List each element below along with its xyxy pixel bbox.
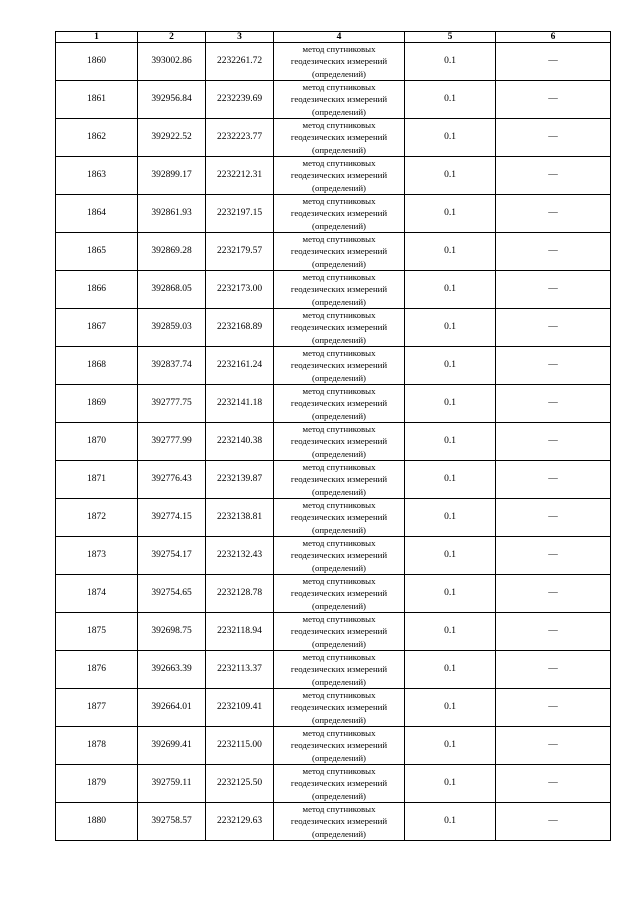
table-row <box>56 43 611 81</box>
y-coordinate-cell: 2232132.43 <box>206 537 274 575</box>
note-cell <box>496 233 611 271</box>
table-row <box>56 765 611 803</box>
note-cell <box>496 423 611 461</box>
precision-cell: 0.1 <box>405 43 496 81</box>
method-line: геодезических измерений <box>290 550 388 561</box>
header-row <box>56 32 611 43</box>
method-cell <box>274 461 405 499</box>
note-cell <box>496 613 611 651</box>
method-cell <box>274 81 405 119</box>
precision-cell: 0.1 <box>405 233 496 271</box>
method-line: геодезических измерений <box>290 626 388 637</box>
table-row <box>56 81 611 119</box>
note-cell <box>496 157 611 195</box>
x-coordinate-cell: 392922.52 <box>138 119 206 157</box>
x-coordinate-cell: 392664.01 <box>138 689 206 727</box>
dash-mark: — <box>548 474 558 485</box>
method-line: метод спутниковых <box>302 804 376 815</box>
method-line: геодезических измерений <box>290 94 388 105</box>
y-coordinate-cell: 2232197.15 <box>206 195 274 233</box>
method-line: метод спутниковых <box>302 614 376 625</box>
point-number-cell: 1870 <box>56 423 138 461</box>
point-number-cell: 1875 <box>56 613 138 651</box>
note-cell <box>496 81 611 119</box>
y-coordinate-cell: 2232128.78 <box>206 575 274 613</box>
method-cell <box>274 803 405 841</box>
note-cell <box>496 43 611 81</box>
dash-mark: — <box>548 702 558 713</box>
x-coordinate-cell: 392774.15 <box>138 499 206 537</box>
method-line: (определений) <box>312 258 366 269</box>
point-number-cell: 1876 <box>56 651 138 689</box>
table-header <box>56 32 611 43</box>
method-cell <box>274 575 405 613</box>
y-coordinate-cell: 2232138.81 <box>206 499 274 537</box>
method-line: (определений) <box>312 220 366 231</box>
y-coordinate-cell: 2232141.18 <box>206 385 274 423</box>
method-line: метод спутниковых <box>302 500 376 511</box>
method-line: геодезических измерений <box>290 740 388 751</box>
table-row <box>56 233 611 271</box>
method-line: геодезических измерений <box>290 778 388 789</box>
method-line: метод спутниковых <box>302 158 376 169</box>
method-cell <box>274 119 405 157</box>
y-coordinate-cell: 2232109.41 <box>206 689 274 727</box>
method-line: (определений) <box>312 182 366 193</box>
table-row <box>56 385 611 423</box>
method-line: (определений) <box>312 524 366 535</box>
x-coordinate-cell: 392754.65 <box>138 575 206 613</box>
precision-cell: 0.1 <box>405 727 496 765</box>
x-coordinate-cell: 392699.41 <box>138 727 206 765</box>
note-cell <box>496 271 611 309</box>
dash-mark: — <box>548 170 558 181</box>
dash-mark: — <box>548 436 558 447</box>
dash-mark: — <box>548 664 558 675</box>
y-coordinate-cell: 2232168.89 <box>206 309 274 347</box>
coordinates-table <box>55 31 611 841</box>
precision-cell: 0.1 <box>405 651 496 689</box>
note-cell <box>496 803 611 841</box>
method-line: метод спутниковых <box>302 766 376 777</box>
point-number-cell: 1868 <box>56 347 138 385</box>
method-line: (определений) <box>312 790 366 801</box>
y-coordinate-cell: 2232212.31 <box>206 157 274 195</box>
method-line: (определений) <box>312 714 366 725</box>
point-number-cell: 1864 <box>56 195 138 233</box>
method-line: геодезических измерений <box>290 398 388 409</box>
method-line: метод спутниковых <box>302 272 376 283</box>
dash-mark: — <box>548 588 558 599</box>
point-number-cell: 1877 <box>56 689 138 727</box>
method-line: геодезических измерений <box>290 170 388 181</box>
x-coordinate-cell: 392861.93 <box>138 195 206 233</box>
x-coordinate-cell: 392899.17 <box>138 157 206 195</box>
dash-mark: — <box>548 816 558 827</box>
x-coordinate-cell: 392956.84 <box>138 81 206 119</box>
method-line: (определений) <box>312 68 366 79</box>
y-coordinate-cell: 2232239.69 <box>206 81 274 119</box>
precision-cell: 0.1 <box>405 689 496 727</box>
y-coordinate-cell: 2232125.50 <box>206 765 274 803</box>
point-number-cell: 1866 <box>56 271 138 309</box>
y-coordinate-cell: 2232261.72 <box>206 43 274 81</box>
method-cell <box>274 651 405 689</box>
column-header-5: 5 <box>405 32 496 43</box>
column-header-1: 1 <box>56 32 138 43</box>
note-cell <box>496 347 611 385</box>
y-coordinate-cell: 2232173.00 <box>206 271 274 309</box>
y-coordinate-cell: 2232139.87 <box>206 461 274 499</box>
point-number-cell: 1872 <box>56 499 138 537</box>
method-line: метод спутниковых <box>302 652 376 663</box>
dash-mark: — <box>548 398 558 409</box>
table-row <box>56 461 611 499</box>
point-number-cell: 1879 <box>56 765 138 803</box>
method-line: геодезических измерений <box>290 132 388 143</box>
column-header-6: 6 <box>496 32 611 43</box>
y-coordinate-cell: 2232140.38 <box>206 423 274 461</box>
method-line: геодезических измерений <box>290 816 388 827</box>
point-number-cell: 1869 <box>56 385 138 423</box>
x-coordinate-cell: 392698.75 <box>138 613 206 651</box>
dash-mark: — <box>548 360 558 371</box>
dash-mark: — <box>548 550 558 561</box>
x-coordinate-cell: 392837.74 <box>138 347 206 385</box>
method-line: метод спутниковых <box>302 462 376 473</box>
method-cell <box>274 233 405 271</box>
y-coordinate-cell: 2232179.57 <box>206 233 274 271</box>
dash-mark: — <box>548 246 558 257</box>
note-cell <box>496 689 611 727</box>
table-row <box>56 423 611 461</box>
dash-mark: — <box>548 284 558 295</box>
point-number-cell: 1861 <box>56 81 138 119</box>
note-cell <box>496 499 611 537</box>
document-page <box>55 31 610 841</box>
dash-mark: — <box>548 626 558 637</box>
method-line: (определений) <box>312 372 366 383</box>
y-coordinate-cell: 2232223.77 <box>206 119 274 157</box>
method-cell <box>274 347 405 385</box>
method-line: геодезических измерений <box>290 474 388 485</box>
method-cell <box>274 689 405 727</box>
method-cell <box>274 423 405 461</box>
table-row <box>56 689 611 727</box>
precision-cell: 0.1 <box>405 385 496 423</box>
method-line: (определений) <box>312 144 366 155</box>
method-cell <box>274 613 405 651</box>
precision-cell: 0.1 <box>405 157 496 195</box>
precision-cell: 0.1 <box>405 803 496 841</box>
x-coordinate-cell: 392754.17 <box>138 537 206 575</box>
method-cell <box>274 385 405 423</box>
table-row <box>56 309 611 347</box>
table-row <box>56 499 611 537</box>
note-cell <box>496 195 611 233</box>
column-header-3: 3 <box>206 32 274 43</box>
x-coordinate-cell: 392777.75 <box>138 385 206 423</box>
table-row <box>56 347 611 385</box>
table-row <box>56 271 611 309</box>
y-coordinate-cell: 2232113.37 <box>206 651 274 689</box>
point-number-cell: 1867 <box>56 309 138 347</box>
table-row <box>56 157 611 195</box>
dash-mark: — <box>548 512 558 523</box>
note-cell <box>496 765 611 803</box>
point-number-cell: 1873 <box>56 537 138 575</box>
note-cell <box>496 537 611 575</box>
method-cell <box>274 499 405 537</box>
method-line: геодезических измерений <box>290 322 388 333</box>
method-line: метод спутниковых <box>302 348 376 359</box>
note-cell <box>496 461 611 499</box>
method-line: метод спутниковых <box>302 424 376 435</box>
method-cell <box>274 765 405 803</box>
precision-cell: 0.1 <box>405 119 496 157</box>
y-coordinate-cell: 2232115.00 <box>206 727 274 765</box>
precision-cell: 0.1 <box>405 81 496 119</box>
method-line: геодезических измерений <box>290 436 388 447</box>
method-line: (определений) <box>312 752 366 763</box>
dash-mark: — <box>548 778 558 789</box>
x-coordinate-cell: 392758.57 <box>138 803 206 841</box>
method-line: метод спутниковых <box>302 44 376 55</box>
method-line: (определений) <box>312 600 366 611</box>
precision-cell: 0.1 <box>405 575 496 613</box>
x-coordinate-cell: 392859.03 <box>138 309 206 347</box>
point-number-cell: 1871 <box>56 461 138 499</box>
method-line: (определений) <box>312 334 366 345</box>
point-number-cell: 1878 <box>56 727 138 765</box>
point-number-cell: 1880 <box>56 803 138 841</box>
table-row <box>56 119 611 157</box>
method-cell <box>274 43 405 81</box>
point-number-cell: 1865 <box>56 233 138 271</box>
method-line: геодезических измерений <box>290 702 388 713</box>
dash-mark: — <box>548 208 558 219</box>
dash-mark: — <box>548 740 558 751</box>
method-line: геодезических измерений <box>290 360 388 371</box>
precision-cell: 0.1 <box>405 347 496 385</box>
table-row <box>56 803 611 841</box>
note-cell <box>496 385 611 423</box>
table-row <box>56 537 611 575</box>
method-line: (определений) <box>312 410 366 421</box>
table-body <box>56 43 611 841</box>
column-header-4: 4 <box>274 32 405 43</box>
point-number-cell: 1860 <box>56 43 138 81</box>
method-cell <box>274 537 405 575</box>
precision-cell: 0.1 <box>405 765 496 803</box>
method-line: геодезических измерений <box>290 208 388 219</box>
method-line: геодезических измерений <box>290 664 388 675</box>
table-row <box>56 195 611 233</box>
x-coordinate-cell: 392777.99 <box>138 423 206 461</box>
table-row <box>56 651 611 689</box>
method-line: (определений) <box>312 828 366 839</box>
table-row <box>56 613 611 651</box>
x-coordinate-cell: 392868.05 <box>138 271 206 309</box>
dash-mark: — <box>548 322 558 333</box>
x-coordinate-cell: 392776.43 <box>138 461 206 499</box>
x-coordinate-cell: 392663.39 <box>138 651 206 689</box>
table-row <box>56 575 611 613</box>
method-line: геодезических измерений <box>290 588 388 599</box>
method-line: (определений) <box>312 296 366 307</box>
precision-cell: 0.1 <box>405 613 496 651</box>
method-cell <box>274 727 405 765</box>
precision-cell: 0.1 <box>405 499 496 537</box>
method-line: (определений) <box>312 486 366 497</box>
method-line: метод спутниковых <box>302 728 376 739</box>
method-line: метод спутниковых <box>302 386 376 397</box>
method-line: геодезических измерений <box>290 246 388 257</box>
x-coordinate-cell: 392869.28 <box>138 233 206 271</box>
method-line: метод спутниковых <box>302 120 376 131</box>
precision-cell: 0.1 <box>405 461 496 499</box>
method-cell <box>274 309 405 347</box>
precision-cell: 0.1 <box>405 195 496 233</box>
y-coordinate-cell: 2232118.94 <box>206 613 274 651</box>
point-number-cell: 1863 <box>56 157 138 195</box>
dash-mark: — <box>548 56 558 67</box>
column-header-2: 2 <box>138 32 206 43</box>
method-line: метод спутниковых <box>302 234 376 245</box>
dash-mark: — <box>548 132 558 143</box>
method-cell <box>274 271 405 309</box>
method-line: метод спутниковых <box>302 538 376 549</box>
y-coordinate-cell: 2232161.24 <box>206 347 274 385</box>
method-cell <box>274 195 405 233</box>
method-line: геодезических измерений <box>290 284 388 295</box>
method-line: (определений) <box>312 676 366 687</box>
method-line: метод спутниковых <box>302 82 376 93</box>
point-number-cell: 1874 <box>56 575 138 613</box>
point-number-cell: 1862 <box>56 119 138 157</box>
method-line: метод спутниковых <box>302 196 376 207</box>
note-cell <box>496 575 611 613</box>
y-coordinate-cell: 2232129.63 <box>206 803 274 841</box>
method-line: метод спутниковых <box>302 576 376 587</box>
method-line: геодезических измерений <box>290 512 388 523</box>
note-cell <box>496 119 611 157</box>
note-cell <box>496 309 611 347</box>
method-line: (определений) <box>312 106 366 117</box>
x-coordinate-cell: 392759.11 <box>138 765 206 803</box>
method-line: (определений) <box>312 638 366 649</box>
method-line: (определений) <box>312 562 366 573</box>
method-line: метод спутниковых <box>302 310 376 321</box>
precision-cell: 0.1 <box>405 309 496 347</box>
x-coordinate-cell: 393002.86 <box>138 43 206 81</box>
dash-mark: — <box>548 94 558 105</box>
note-cell <box>496 727 611 765</box>
method-line: геодезических измерений <box>290 56 388 67</box>
precision-cell: 0.1 <box>405 271 496 309</box>
precision-cell: 0.1 <box>405 537 496 575</box>
method-line: (определений) <box>312 448 366 459</box>
method-cell <box>274 157 405 195</box>
note-cell <box>496 651 611 689</box>
precision-cell: 0.1 <box>405 423 496 461</box>
method-line: метод спутниковых <box>302 690 376 701</box>
table-row <box>56 727 611 765</box>
